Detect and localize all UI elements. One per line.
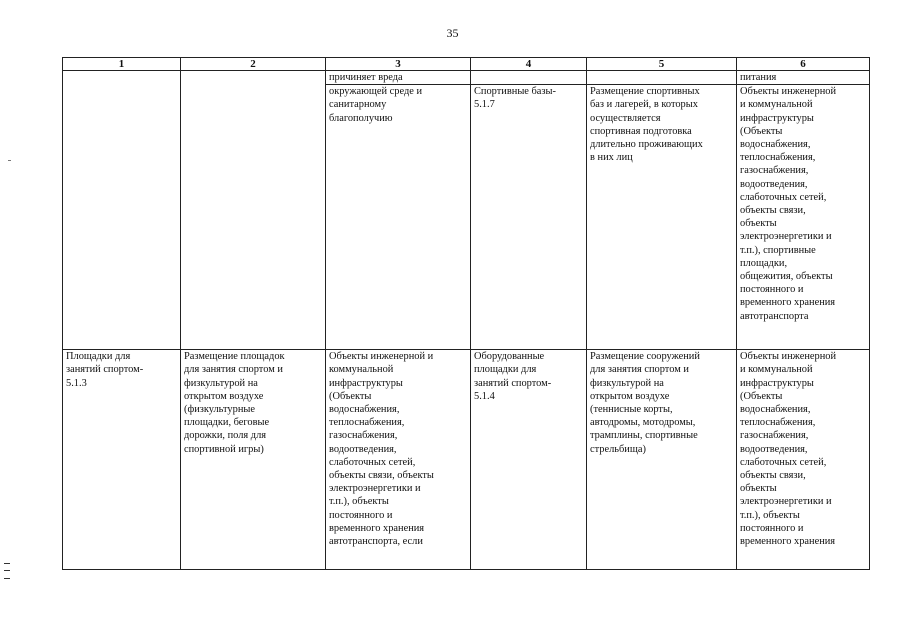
- margin-tick-mark: [8, 160, 11, 161]
- cell-continuation-text: причиняет вреда: [326, 71, 471, 85]
- column-header-1: 1: [63, 58, 181, 71]
- table-row: [63, 350, 870, 570]
- margin-scan-mark: [4, 563, 10, 579]
- cell-auxiliary-use: Объекты инженерной и коммунальной инфраструктуры (Объекты водоснабжения, теплоснабжения, газоснабжения, водоотведения, слаботочных сетей, объекты связи, объекты электроэнергетики и т.п.), объекты постоянного и временного хранения автотранспорта, если: [326, 350, 471, 570]
- column-header-3: 3: [326, 58, 471, 71]
- cell-conditions: окружающей среде и санитарному благополучию: [326, 85, 471, 350]
- cell-permitted-use-description: Размещение сооружений для занятия спортом и физкультурой на открытом воздухе (теннисные корты, автодромы, мотодромы, трамплины, спортивные стрельбища): [587, 350, 737, 570]
- cell-auxiliary-use: Объекты инженерной и коммунальной инфраструктуры (Объекты водоснабжения, теплоснабжения, газоснабжения, водоотведения, слаботочных сетей, объекты связи, объекты электроэнергетики и т.п.), объекты постоянного и временного хранения: [737, 350, 870, 570]
- cell-permitted-use-description: Размещение спортивных баз и лагерей, в которых осуществляется спортивная подготовка длительно проживающих в них лиц: [587, 85, 737, 350]
- table-row: [63, 71, 870, 85]
- cell-empty: [63, 71, 181, 350]
- land-use-table: [62, 57, 870, 570]
- column-header-6: 6: [737, 58, 870, 71]
- cell-continuation-text: питания: [737, 71, 870, 85]
- cell-empty: [181, 71, 326, 350]
- cell-use-description: Размещение площадок для занятия спортом и физкультурой на открытом воздухе (физкультурные площадки, беговые дорожки, поля для спортивной игры): [181, 350, 326, 570]
- cell-empty: [587, 71, 737, 85]
- cell-permitted-use-name: Оборудованные площадки для занятий спортом- 5.1.4: [471, 350, 587, 570]
- cell-use-name: Площадки для занятий спортом- 5.1.3: [63, 350, 181, 570]
- cell-auxiliary-use: Объекты инженерной и коммунальной инфраструктуры (Объекты водоснабжения, теплоснабжения, газоснабжения, водоотведения, слаботочных сетей, объекты связи, объекты электроэнергетики и т.п.), спортивные площадки, общежития, объекты постоянного и временного хранения автотранспорта: [737, 85, 870, 350]
- page-number: 35: [446, 26, 459, 40]
- table-header-row: [63, 58, 870, 71]
- column-header-2: 2: [181, 58, 326, 71]
- cell-permitted-use-name: Спортивные базы- 5.1.7: [471, 85, 587, 350]
- column-header-4: 4: [471, 58, 587, 71]
- cell-empty: [471, 71, 587, 85]
- column-header-5: 5: [587, 58, 737, 71]
